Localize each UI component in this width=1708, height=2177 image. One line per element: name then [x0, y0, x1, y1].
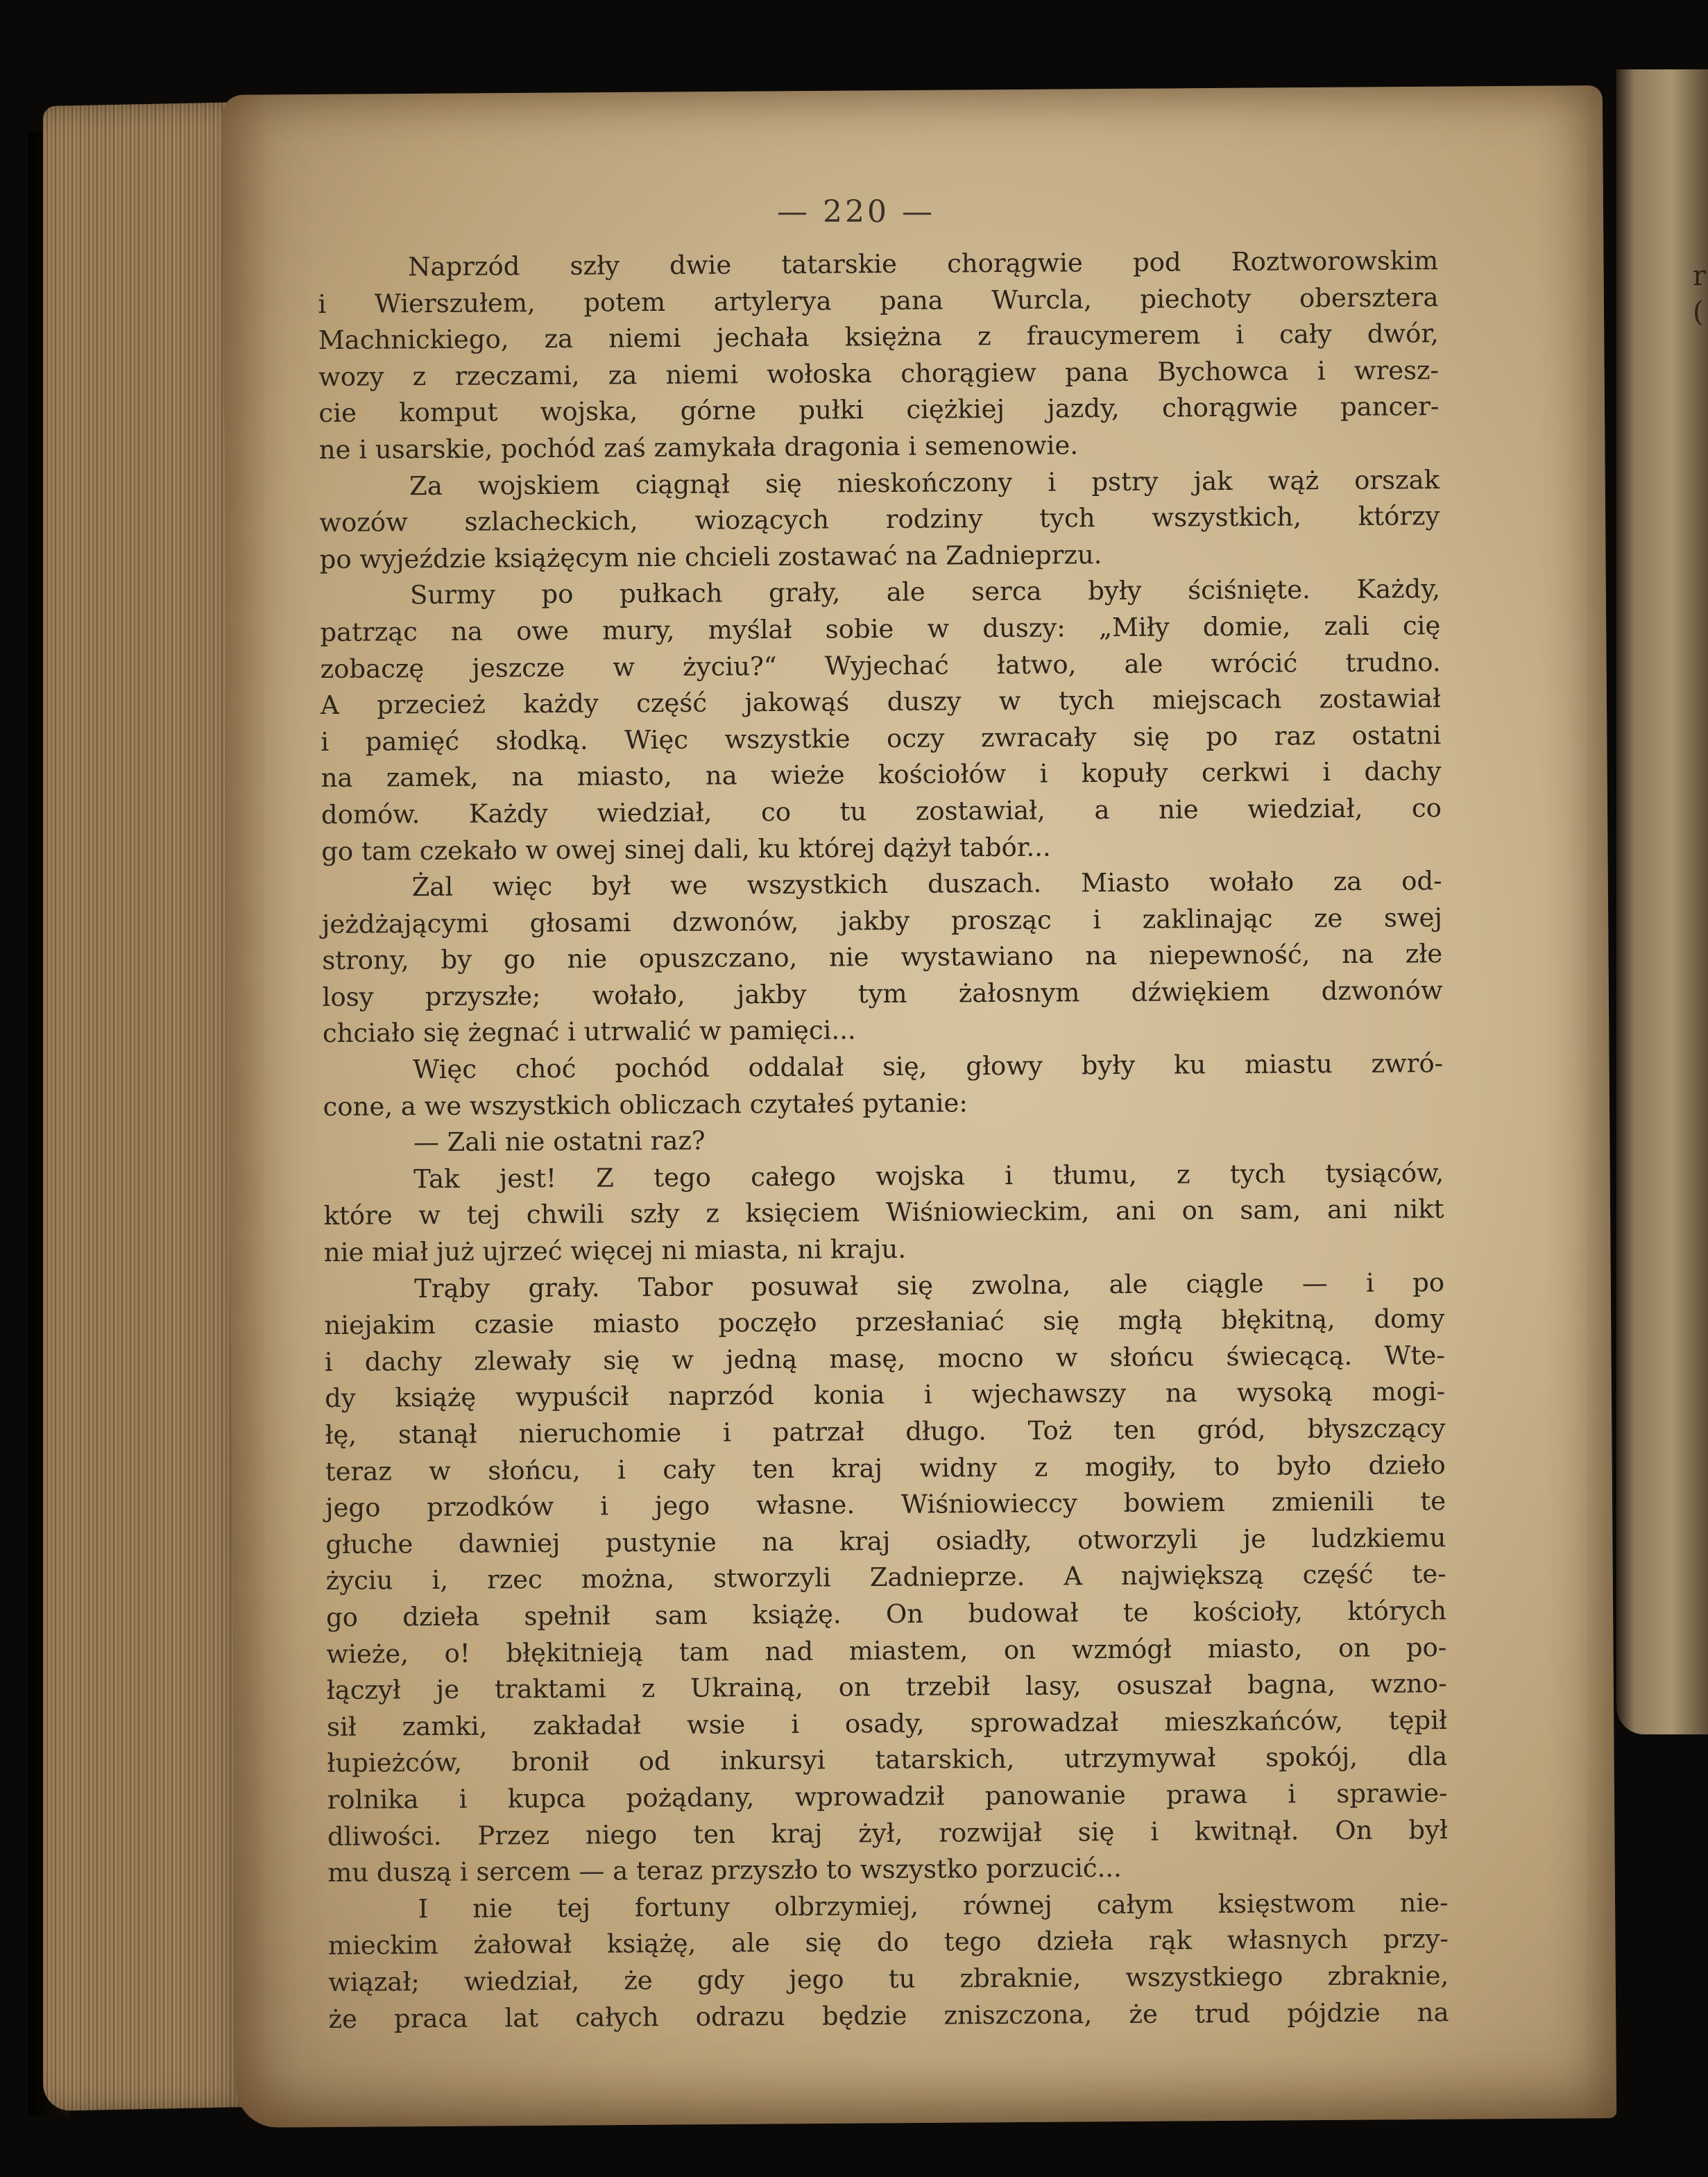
text-line: dliwości. Przez niego ten kraj żył, rozwijał się i kwitnął. On był: [327, 1814, 1449, 1852]
text-line: Żal więc był we wszystkich duszach. Miasto wołało za od-: [411, 866, 1442, 903]
text-line: i pamięć słodką. Więc wszystkie oczy zwracały się po raz ostatni: [321, 719, 1442, 757]
text-line: Za wojskiem ciągnął się nieskończony i pstry jak wąż orszak: [409, 464, 1440, 501]
page-number: — 220 —: [777, 194, 935, 230]
text-line: go tam czekało w owej sinej dali, ku której dążył tabór...: [321, 832, 1051, 866]
text-line: Tak jest! Z tego całego wojska i tłumu, z tych tysiąców,: [413, 1157, 1444, 1195]
text-line: losy przyszłe; wołało, jakby tym żałosnym dźwiękiem dzwonów: [322, 975, 1443, 1012]
text-line: że praca lat całych odrazu będzie zniszczona, że trud pójdzie na: [328, 1997, 1449, 2034]
text-line: go dzieła spełnił sam książę. On budował te kościoły, których: [325, 1596, 1447, 1632]
text-line: Więc choć pochód oddalał się, głowy były ku miastu zwró-: [413, 1048, 1444, 1085]
text-line: i dachy zlewały się w jedną masę, mocno w słońcu świecącą. Wte-: [324, 1340, 1445, 1377]
text-line: głuche dawniej pustynie na kraj osiadły, otworzyli je ludzkiemu: [325, 1522, 1446, 1560]
text-line: I nie tej fortuny olbrzymiej, równej całym księstwom nie-: [418, 1887, 1449, 1924]
text-line: — Zali nie ostatni raz?: [413, 1125, 706, 1158]
next-page-char: (: [1693, 296, 1704, 328]
text-line: patrząc na owe mury, myślał sobie w duszy: „Miły domie, zali cię: [320, 611, 1441, 647]
text-line: rolnika i kupca pożądany, wprowadził panowanie prawa i sprawie-: [327, 1778, 1448, 1815]
text-line: łączył je traktami z Ukrainą, on trzebił lasy, osuszał bagna, wzno-: [326, 1668, 1447, 1706]
text-line: jeżdżającymi głosami dzwonów, jakby prosząc i zaklinając ze swej: [321, 902, 1443, 939]
text-line: które w tej chwili szły z księciem Wiśniowieckim, ani on sam, ani nikt: [323, 1194, 1444, 1231]
text-line: wieże, o! błękitnieją tam nad miastem, on wzmógł miasto, on po-: [326, 1632, 1447, 1669]
text-line: łupieżców, bronił od inkursyi tatarskich, utrzymywał spokój, dla: [327, 1741, 1448, 1779]
text-line: wiązał; wiedział, że gdy jego tu zbraknie, wszystkiego zbraknie,: [328, 1960, 1449, 1997]
text-line: Surmy po pułkach grały, ale serca były ściśnięte. Każdy,: [409, 574, 1441, 611]
text-line: teraz w słońcu, i cały ten kraj widny z mogiły, to było dzieło: [325, 1449, 1446, 1487]
text-line: zobaczę jeszcze w życiu?“ Wyjechać łatwo, ale wrócić trudno.: [320, 647, 1441, 684]
text-line: mu duszą i sercem — a teraz przyszło to wszystko porzucić...: [327, 1853, 1122, 1888]
text-line: sił zamki, zakładał wsie i osady, sprowadzał mieszkańców, tępił: [326, 1705, 1448, 1742]
text-line: jego przodków i jego własne. Wiśniowieccy bowiem zmienili te: [325, 1486, 1446, 1523]
text-line: życiu i, rzec można, stworzyli Zadnieprze. A największą część te-: [325, 1559, 1446, 1596]
text-line: i Wierszułem, potem artylerya pana Wurcla, piechoty obersztera: [318, 282, 1439, 319]
text-line: Machnickiego, za niemi jechała księżna z fraucymerem i cały dwór,: [318, 318, 1439, 356]
text-line: ne i usarskie, pochód zaś zamykała dragonia i semenowie.: [318, 430, 1079, 465]
text-line: mieckim żałował książę, ale się do tego dzieła rąk własnych przy-: [327, 1924, 1449, 1961]
body-text: [318, 243, 1449, 2038]
text-line: po wyjeździe książęcym nie chcieli zostawać na Zadnieprzu.: [319, 539, 1102, 574]
page-stack-edges: [43, 102, 251, 2111]
text-line: nie miał już ujrzeć więcej ni miasta, ni kraju.: [323, 1233, 907, 1268]
text-line: niejakim czasie miasto poczęło przesłaniać się mgłą błękitną, domy: [324, 1304, 1445, 1341]
text-line: dy książę wypuścił naprzód konia i wjechawszy na wysoką mogi-: [324, 1376, 1446, 1414]
text-line: wozy z rzeczami, za niemi wołoska chorągiew pana Bychowca i wresz-: [318, 355, 1440, 392]
text-line: strony, by go nie opuszczano, nie wystawiano na niepewność, na złe: [322, 939, 1443, 976]
text-line: na zamek, na miasto, na wieże kościołów i kopuły cerkwi i dachy: [321, 756, 1442, 794]
text-line: cie komput wojska, górne pułki ciężkiej jazdy, chorągwie pancer-: [318, 391, 1440, 429]
text-line: domów. Każdy wiedział, co tu zostawiał, a nie wiedział, co: [321, 793, 1442, 830]
text-line: chciało się żegnać i utrwalić w pamięci...: [322, 1015, 856, 1049]
next-page-fragment: [1693, 258, 1706, 330]
text-line: Trąby grały. Tabor posuwał się zwolna, ale ciągle — i po: [414, 1267, 1445, 1304]
text-line: wozów szlacheckich, wiozących rodziny tych wszystkich, którzy: [319, 501, 1440, 538]
next-page-char: r: [1693, 260, 1707, 292]
text-line: A przecież każdy część jakowąś duszy w tych miejscach zostawiał: [320, 683, 1442, 721]
text-line: Naprzód szły dwie tatarskie chorągwie pod Roztworowskim: [408, 246, 1439, 282]
text-line: łę, stanął nieruchomie i patrzał długo. Toż ten gród, błyszczący: [325, 1413, 1446, 1450]
text-line: cone, a we wszystkich obliczach czytałeś pytanie:: [323, 1087, 968, 1122]
